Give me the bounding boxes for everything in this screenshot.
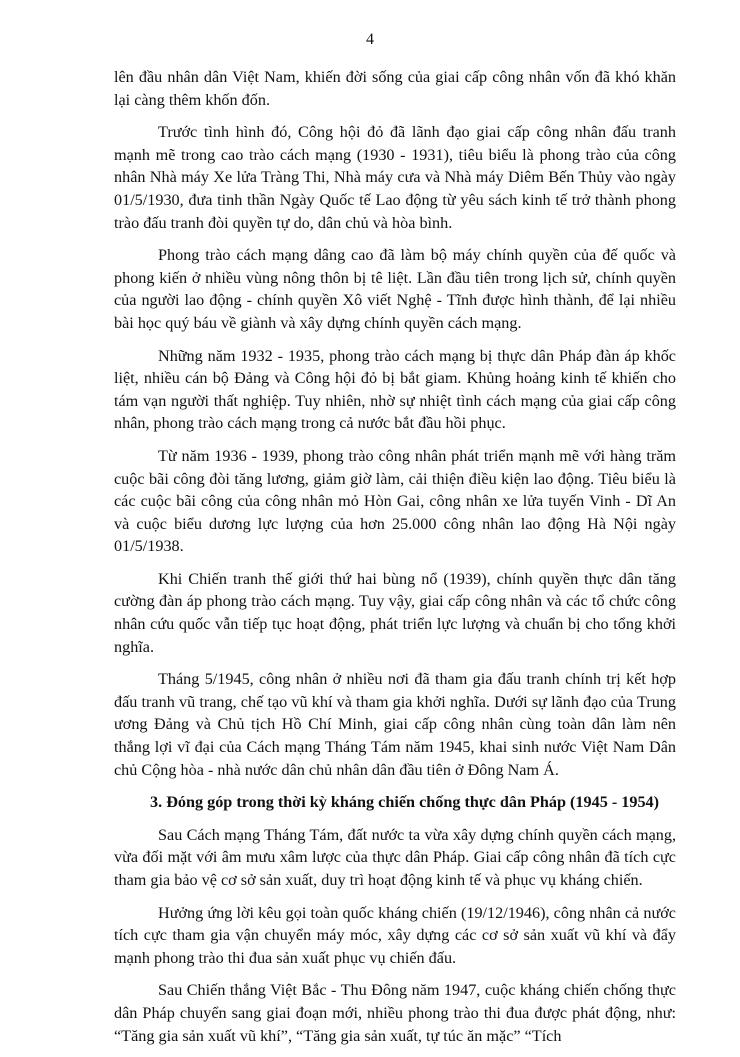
paragraph-national-resistance-call: Hưởng ứng lời kêu gọi toàn quốc kháng chiến (19/12/1946), công nhân cả nước tích cực tham gia vận chuyển máy móc, xây dựng các cơ sở sản xuất vũ khí và đẩy mạnh phong trào thi đua sản xuất phục vụ chiến đấu.: [114, 903, 676, 967]
paragraph-continuation: lên đầu nhân dân Việt Nam, khiến đời sống của giai cấp công nhân vốn đã khó khăn lại càng thêm khốn đốn.: [114, 68, 676, 109]
paragraph-xo-viet-nghe-tinh: Phong trào cách mạng dâng cao đã làm bộ máy chính quyền của đế quốc và phong kiến ở nhiều vùng nông thôn bị tê liệt. Lần đầu tiên trong lịch sử, chính quyền của người lao động - chính quyền Xô viết Nghệ - Tĩnh được hình thành, để lại nhiều bài học quý báu về giành và xây dựng chính quyền cách mạng.: [114, 246, 676, 332]
paragraph-cao-trao-1930: Trước tình hình đó, Công hội đỏ đã lãnh đạo giai cấp công nhân đấu tranh mạnh mẽ trong cao trào cách mạng (1930 - 1931), tiêu biểu là phong trào của công nhân Nhà máy Xe lửa Tràng Thi, Nhà máy cưa và Nhà máy Diêm Bến Thủy vào ngày 01/5/1930, đưa tinh thần Ngày Quốc tế Lao động từ yêu sách kinh tế trở thành phong trào đấu tranh đòi quyền tự do, dân chủ và hòa bình.: [114, 123, 676, 232]
paragraph-viet-bac-1947: Sau Chiến thắng Việt Bắc - Thu Đông năm 1947, cuộc kháng chiến chống thực dân Pháp chuyển sang giai đoạn mới, nhiều phong trào thi đua được phát động, như: “Tăng gia sản xuất vũ khí”, “Tăng gia sản xuất, tự túc ăn mặc” “Tích: [114, 981, 676, 1045]
paragraph-1932-1935: Những năm 1932 - 1935, phong trào cách mạng bị thực dân Pháp đàn áp khốc liệt, nhiều cán bộ Đảng và Công hội đỏ bị bắt giam. Khủng hoảng kinh tế khiến cho tám vạn người thất nghiệp. Tuy nhiên, nhờ sự nhiệt tình cách mạng của giai cấp công nhân, phong trào cách mạng trong cả nước bắt đầu hồi phục.: [114, 346, 676, 433]
paragraph-world-war-two: Khi Chiến tranh thế giới thứ hai bùng nổ (1939), chính quyền thực dân tăng cường đàn áp phong trào cách mạng. Tuy vậy, giai cấp công nhân và các tổ chức công nhân cứu quốc vẫn tiếp tục hoạt động, phát triển lực lượng và chuẩn bị cho tổng khởi nghĩa.: [114, 569, 676, 656]
section-heading-3: 3. Đóng góp trong thời kỳ kháng chiến chống thực dân Pháp (1945 - 1954): [150, 793, 660, 812]
document-body: [114, 66, 676, 1057]
paragraph-after-revolution: Sau Cách mạng Tháng Tám, đất nước ta vừa xây dựng chính quyền cách mạng, vừa đối mặt với âm mưu xâm lược của thực dân Pháp. Giai cấp công nhân đã tích cực tham gia bảo vệ cơ sở sản xuất, duy trì hoạt động kinh tế và phục vụ kháng chiến.: [114, 825, 676, 889]
paragraph-august-revolution: Tháng 5/1945, công nhân ở nhiều nơi đã tham gia đấu tranh chính trị kết hợp đấu tranh vũ trang, chế tạo vũ khí và tham gia khởi nghĩa. Dưới sự lãnh đạo của Trung ương Đảng và Chủ tịch Hồ Chí Minh, giai cấp công nhân cùng toàn dân làm nên thắng lợi vĩ đại của Cách mạng Tháng Tám năm 1945, khai sinh nước Việt Nam Dân chủ Cộng hòa - nhà nước dân chủ nhân dân đầu tiên ở Đông Nam Á.: [114, 670, 676, 779]
paragraph-1936-1939: Từ năm 1936 - 1939, phong trào công nhân phát triển mạnh mẽ với hàng trăm cuộc bãi công đòi tăng lương, giảm giờ làm, cải thiện điều kiện lao động. Tiêu biểu là các cuộc bãi công của công nhân mỏ Hòn Gai, công nhân xe lửa tuyến Vinh - Dĩ An và cuộc biểu dương lực lượng của hơn 25.000 công nhân lao động Hà Nội ngày 01/5/1938.: [114, 446, 676, 556]
page-number: 4: [366, 31, 374, 48]
